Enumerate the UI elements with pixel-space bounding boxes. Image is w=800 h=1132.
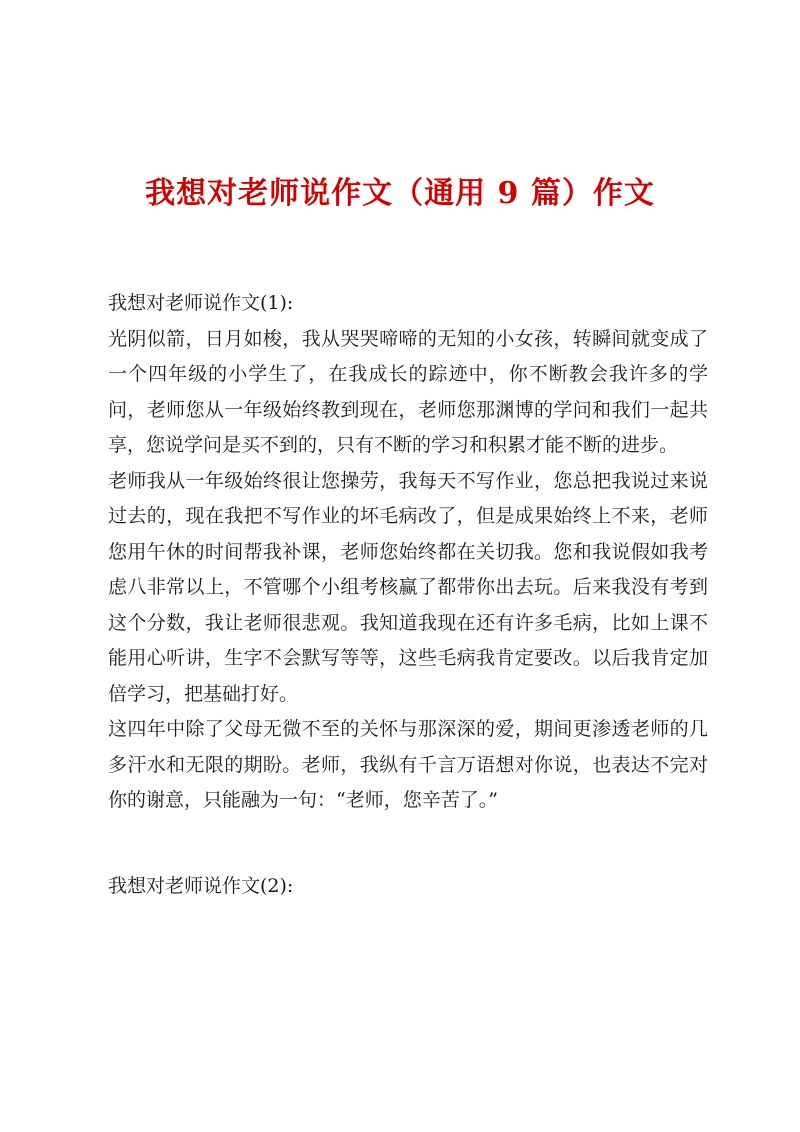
- section-heading: 我想对老师说作文(1):: [108, 292, 294, 314]
- essay-section-1: [108, 286, 708, 819]
- document-title: 我想对老师说作文（通用 9 篇）作文: [145, 176, 655, 211]
- section-spacer: [108, 819, 708, 869]
- paragraph: 老师我从一年级始终很让您操劳，我每天不写作业，您总把我说过来说过去的，现在我把不写作业的坏毛病改了，但是成果始终上不来，老师您用午休的时间帮我补课，老师您始终都在关切我。您和我说假如我考虑八非常以上，不管哪个小组考核赢了都带你出去玩。后来我没有考到这个分数，我让老师很悲观。我知道我现在还有许多毛病，比如上课不能用心听讲，生字不会默写等等，这些毛病我肯定要改。以后我肯定加倍学习，把基础打好。: [108, 469, 708, 705]
- section-heading: 我想对老师说作文(2):: [108, 874, 294, 897]
- document-body: [108, 286, 708, 904]
- essay-section-2: [108, 869, 708, 905]
- paragraph: 这四年中除了父母无微不至的关怀与那深深的爱，期间更渗透老师的几多汗水和无限的期盼。老师，我纵有千言万语想对你说，也表达不完对你的谢意，只能融为一句：“老师，您辛苦了。”: [108, 718, 708, 811]
- paragraph: 光阴似箭，日月如梭，我从哭哭啼啼的无知的小女孩，转瞬间就变成了一个四年级的小学生了，在我成长的踪迹中，你不断教会我许多的学问，老师您从一年级始终教到现在，老师您那渊博的学问和我们一起共享，您说学问是买不到的，只有不断的学习和积累才能不断的进步。: [108, 327, 708, 456]
